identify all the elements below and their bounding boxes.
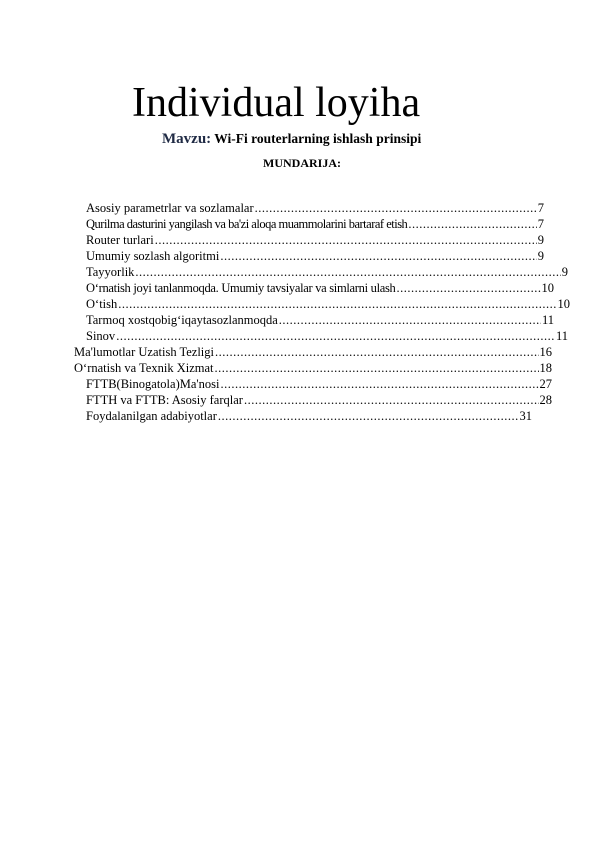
toc-leader-dots: [218, 408, 519, 424]
toc-leader-dots: [244, 392, 539, 408]
toc-entry-text: Router turlari: [86, 233, 154, 247]
toc-entry-page: 7: [537, 201, 544, 215]
toc-entry-page: 11: [555, 329, 568, 343]
toc-entry: [86, 248, 544, 264]
toc-leader-dots: [215, 344, 538, 360]
toc-entry: [86, 408, 532, 424]
toc-leader-dots: [408, 216, 536, 232]
toc-entry-text: Tayyorlik: [86, 265, 135, 279]
toc-entry: [86, 328, 568, 344]
toc-leader-dots: [220, 248, 536, 264]
toc-leader-dots: [116, 328, 555, 344]
toc-leader-dots: [221, 376, 539, 392]
document-subtitle: [162, 131, 421, 148]
toc-entry-text: FTTH va FTTB: Asosiy farqlar: [86, 393, 243, 407]
subtitle-label: Mavzu:: [162, 131, 212, 147]
toc-entry-text: Foydalanilgan adabiyotlar: [86, 409, 217, 423]
toc-entry: [86, 280, 554, 296]
toc-entry: [86, 376, 552, 392]
toc-leader-dots: [279, 312, 541, 328]
toc-leader-dots: [397, 280, 541, 296]
toc-entry: [86, 392, 552, 408]
toc-entry: [74, 360, 552, 376]
contents-heading: MUNDARIJA:: [263, 156, 341, 170]
toc-entry-text: Sinov: [86, 329, 116, 343]
toc-entry-page: 9: [537, 249, 544, 263]
toc-entry-page: 18: [539, 361, 552, 375]
toc-entry-page: 11: [541, 313, 554, 327]
toc-leader-dots: [214, 360, 538, 376]
toc-entry-text: Ma'lumotlar Uzatish Tezligi: [74, 345, 215, 359]
toc-entry-text: Tarmoq xostqobig‘iqaytasozlanmoqda: [86, 313, 278, 327]
toc-leader-dots: [135, 264, 560, 280]
document-title: Individual loyiha: [132, 80, 421, 126]
toc-entry-page: 10: [557, 297, 570, 311]
toc-entry: [86, 296, 570, 312]
toc-entry-text: Umumiy sozlash algoritmi: [86, 249, 220, 263]
toc-leader-dots: [155, 232, 537, 248]
toc-entry-text: O‘tish: [86, 297, 118, 311]
toc-entry-text: FTTB(Binogatola)Ma'nosi: [86, 377, 220, 391]
toc-entry-page: 27: [539, 377, 552, 391]
toc-entry: [86, 216, 544, 232]
toc-entry-text: O‘rnatish joyi tanlanmoqda. Umumiy tavsiyalar va simlarni ulash: [86, 281, 396, 295]
toc-leader-dots: [255, 200, 537, 216]
toc-entry-text: O‘rnatish va Texnik Xizmat: [74, 361, 214, 375]
toc-entry-text: Qurilma dasturini yangilash va ba'zi aloqa muammolarini bartaraf etish: [86, 217, 408, 231]
toc-entry: [86, 200, 544, 216]
toc-entry-page: 7: [537, 217, 544, 231]
toc-entry: [86, 232, 544, 248]
toc-entry: [86, 264, 568, 280]
toc-entry-page: 16: [539, 345, 552, 359]
toc-entry: [74, 344, 552, 360]
toc-entry-page: 9: [537, 233, 544, 247]
toc-entry-page: 9: [561, 265, 568, 279]
toc-entry-page: 28: [539, 393, 552, 407]
toc-entry-page: 10: [541, 281, 554, 295]
toc-entry: [86, 312, 554, 328]
subtitle-text: Wi-Fi routerlarning ishlash prinsipi: [214, 131, 422, 146]
toc-leader-dots: [118, 296, 556, 312]
toc-entry-text: Asosiy parametrlar va sozlamalar: [86, 201, 254, 215]
toc-entry-page: 31: [519, 409, 532, 423]
